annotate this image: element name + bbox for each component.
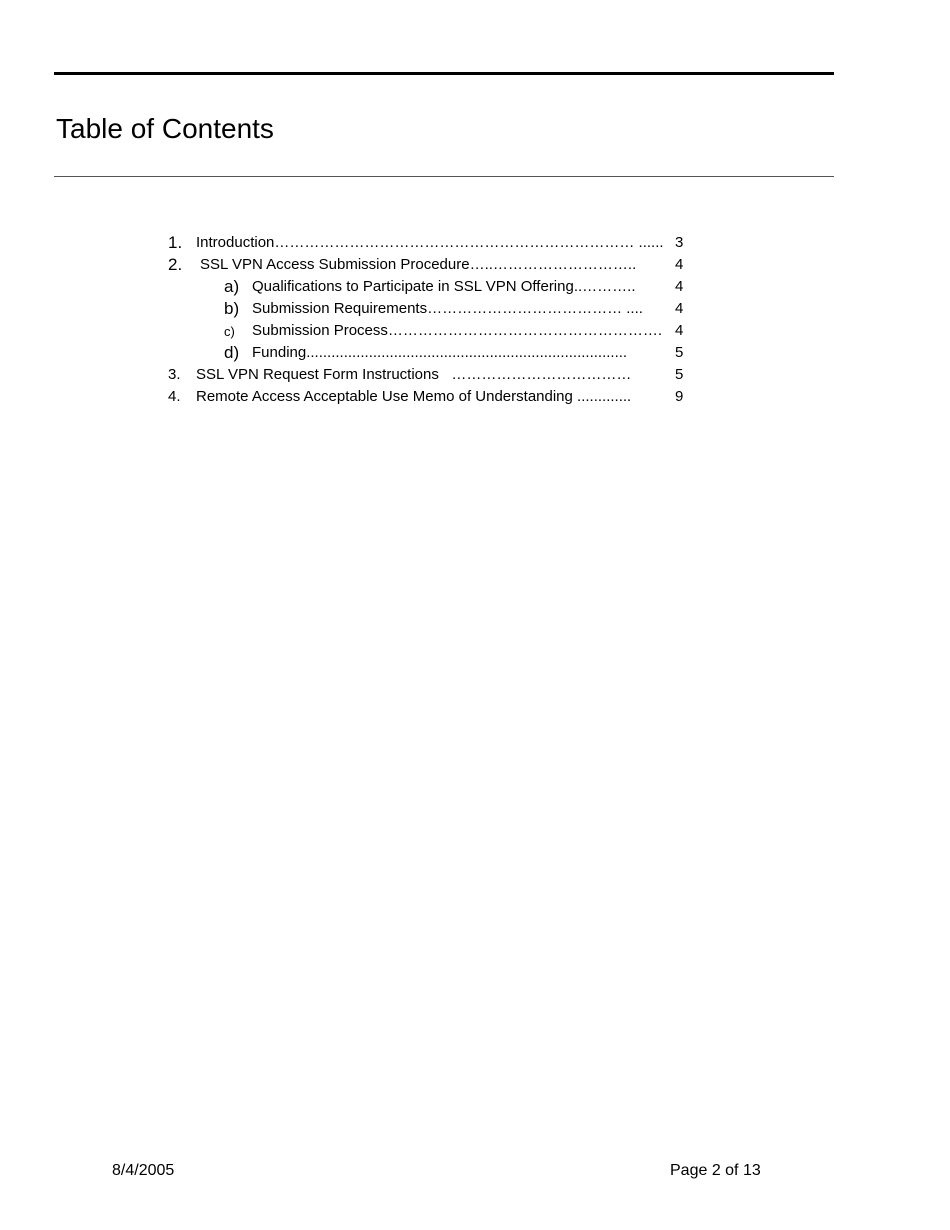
toc-entry-number: 2. [168, 255, 183, 274]
toc-entry-text: Submission Process………………………………………………. [252, 322, 663, 339]
toc-entry-page: 5 [675, 366, 684, 383]
toc-entry-introduction[interactable] [168, 232, 686, 254]
toc-entry-text: SSL VPN Request Form Instructions ……………………………… [196, 366, 632, 383]
toc-entry-text: Submission Requirements………………………………… .... [252, 300, 643, 317]
toc-entry-qualifications[interactable] [224, 276, 686, 298]
page-title: Table of Contents [56, 113, 274, 144]
toc-entry-page: 9 [675, 388, 684, 405]
toc-entry-number: 4. [168, 388, 181, 405]
toc-entry-text: SSL VPN Access Submission Procedure…..……………………….. [200, 256, 637, 273]
toc-entry-letter: d) [224, 343, 240, 362]
toc-entry-text: Introduction……………………………………………………………… ...... [196, 234, 664, 251]
toc-entry-page: 4 [675, 300, 684, 317]
toc-entry-letter: b) [224, 299, 240, 318]
toc-entry-text: Funding............................................................................. [252, 344, 628, 361]
toc-entry-page: 3 [675, 234, 684, 251]
toc-entry-page: 4 [675, 256, 684, 273]
toc-entry-number: 3. [168, 366, 181, 383]
toc-entry-letter: c) [224, 324, 235, 339]
footer-page-number: Page 2 of 13 [670, 1162, 761, 1179]
toc-entry-funding[interactable] [224, 342, 686, 364]
footer-date: 8/4/2005 [112, 1162, 175, 1179]
toc-entry-acceptable-use-memo[interactable] [168, 386, 686, 408]
toc-entry-request-form-instructions[interactable] [168, 364, 686, 386]
header-rule-thin [54, 176, 834, 177]
toc-entry-page: 4 [675, 322, 684, 339]
toc-entry-text: Qualifications to Participate in SSL VPN Offering..……….. [252, 278, 636, 295]
toc-entry-text: Remote Access Acceptable Use Memo of Understanding ............. [196, 388, 632, 405]
header-rule-thick [54, 72, 834, 75]
toc-entry-page: 4 [675, 278, 684, 295]
toc-entry-page: 5 [675, 344, 684, 361]
toc-entry-number: 1. [168, 233, 183, 252]
toc-entry-submission-requirements[interactable] [224, 298, 686, 320]
toc-entry-letter: a) [224, 277, 240, 296]
toc-entry-submission-process[interactable] [224, 320, 686, 342]
toc-entry-ssl-vpn-access-submission[interactable] [168, 254, 686, 276]
